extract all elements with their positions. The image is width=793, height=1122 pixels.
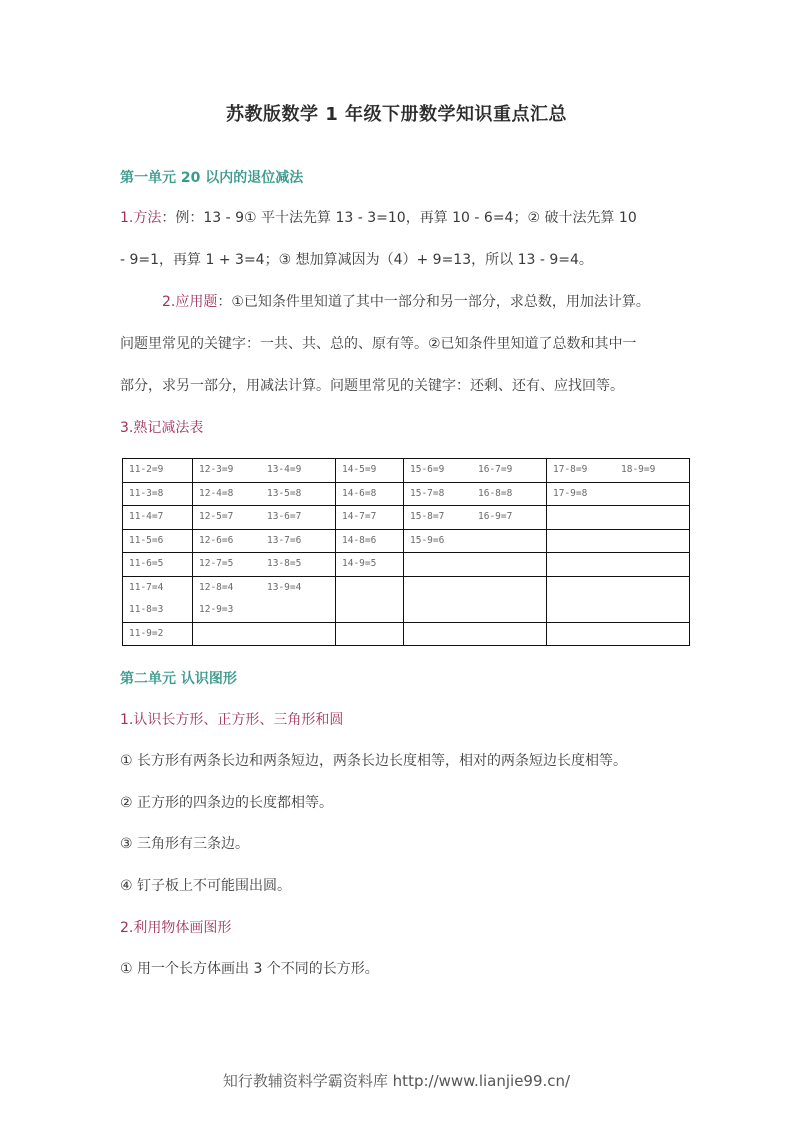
table-cell [123,622,193,646]
table-row [123,459,690,483]
equation: 14-6=8 [342,487,377,499]
table-cell [547,553,690,577]
table-cell [123,529,193,553]
equation: 11-7=4 [129,581,164,593]
application-line-2: 问题里常见的关键字：一共、共、总的、原有等。②已知条件里知道了总数和其中一 [120,336,637,352]
application-line-1: ：①已知条件里知道了其中一部分和另一部分，求总数，用加法计算。 [217,294,650,310]
table-cell [404,553,547,577]
table-cell [193,622,336,646]
table-cell [404,622,547,646]
subtraction-table-heading: 3.熟记减法表 [120,420,204,436]
equation: 16-9=7 [478,511,513,522]
equation: 13-6=7 [267,511,302,522]
table-cell [547,482,690,506]
table-cell [547,529,690,553]
table-cell [404,459,547,483]
table-row [123,529,690,553]
table-cell [123,506,193,530]
equation: 11-4=7 [129,511,164,522]
table-cell [404,482,547,506]
equation: 11-5=6 [129,534,164,546]
table-cell [123,576,193,622]
equation: 15-6=9 [410,464,445,475]
subtraction-table [122,458,690,646]
equation: 17-8=9 [553,464,588,475]
table-cell [193,529,336,553]
application-line-3: 部分，求另一部分，用减法计算。问题里常见的关键字：还剩、还有、应找回等。 [120,378,624,394]
table-row [123,576,690,622]
unit2-sub2-item-1: ① 用一个长方体画出 3 个不同的长方形。 [120,961,379,977]
table-cell [404,576,547,622]
table-cell [547,576,690,622]
table-row [123,482,690,506]
equation: 13-5=8 [267,487,302,499]
table-cell [193,576,336,622]
table-cell [193,553,336,577]
method-line-1: ：例：13 - 9① 平十法先算 13 - 3=10，再算 10 - 6=4；② 破十法先算 10 [161,210,637,226]
application-label: 2.应用题 [162,294,218,310]
equation: 16-8=8 [478,487,513,499]
equation: 17-9=8 [553,487,588,499]
unit2-item-3: ③ 三角形有三条边。 [120,836,250,852]
table-cell [193,482,336,506]
table-cell [336,576,404,622]
table-cell [336,622,404,646]
equation: 13-4=9 [267,464,302,475]
table-cell [547,622,690,646]
unit2-item-1: ① 长方形有两条长边和两条短边，两条长边长度相等，相对的两条短边长度相等。 [120,753,627,769]
footer-watermark: 知行教辅资料学霸资料库 http://www.lianjie99.cn/ [222,1072,571,1090]
table-cell [404,529,547,553]
equation: 14-8=6 [342,534,377,546]
equation: 13-7=6 [267,534,302,546]
equation: 14-9=5 [342,558,377,569]
equation: 15-7=8 [410,487,445,499]
equation: 13-9=4 [267,581,302,593]
unit2-item-4: ④ 钉子板上不可能围出圆。 [120,878,292,894]
equation: 11-9=2 [129,627,164,639]
unit2-sub1-heading: 1.认识长方形、正方形、三角形和圆 [120,712,344,728]
table-cell [193,506,336,530]
table-cell [336,553,404,577]
equation: 11-3=8 [129,487,164,499]
table-cell [547,459,690,483]
unit1-heading: 第一单元 20 以内的退位减法 [120,170,304,186]
table-cell [123,553,193,577]
equation: 12-9=3 [199,604,234,615]
table-cell [336,482,404,506]
equation: 16-7=9 [478,464,513,475]
equation: 11-6=5 [129,558,164,569]
unit2-sub2-heading: 2.利用物体画图形 [120,920,232,936]
equation: 11-8=3 [129,604,164,615]
table-cell [336,529,404,553]
method-label: 1.方法 [120,210,162,226]
page-title: 苏教版数学 1 年级下册数学知识重点汇总 [225,104,568,125]
unit2-item-2: ② 正方形的四条边的长度都相等。 [120,795,334,811]
method-paragraph [120,208,676,270]
application-paragraph [120,292,676,396]
table-cell [193,459,336,483]
equation: 12-3=9 [199,464,234,475]
equation: 15-8=7 [410,511,445,522]
table-cell [336,506,404,530]
table-cell [547,506,690,530]
method-line-2: - 9=1，再算 1 + 3=4；③ 想加算减因为（4）+ 9=13，所以 13 - 9=4。 [120,252,593,268]
equation: 12-8=4 [199,581,234,593]
table-row [123,622,690,646]
equation: 12-6=6 [199,534,234,546]
table-cell [123,482,193,506]
table-cell [404,506,547,530]
unit2-heading: 第二单元 认识图形 [120,671,237,687]
equation: 12-4=8 [199,487,234,499]
equation: 14-7=7 [342,511,377,522]
equation: 14-5=9 [342,464,377,475]
equation: 12-7=5 [199,558,234,569]
equation: 12-5=7 [199,511,234,522]
equation: 13-8=5 [267,558,302,569]
table-row [123,506,690,530]
table-row [123,553,690,577]
equation: 18-9=9 [621,464,656,475]
equation: 11-2=9 [129,464,164,475]
table-cell [336,459,404,483]
equation: 15-9=6 [410,534,445,546]
table-cell [123,459,193,483]
